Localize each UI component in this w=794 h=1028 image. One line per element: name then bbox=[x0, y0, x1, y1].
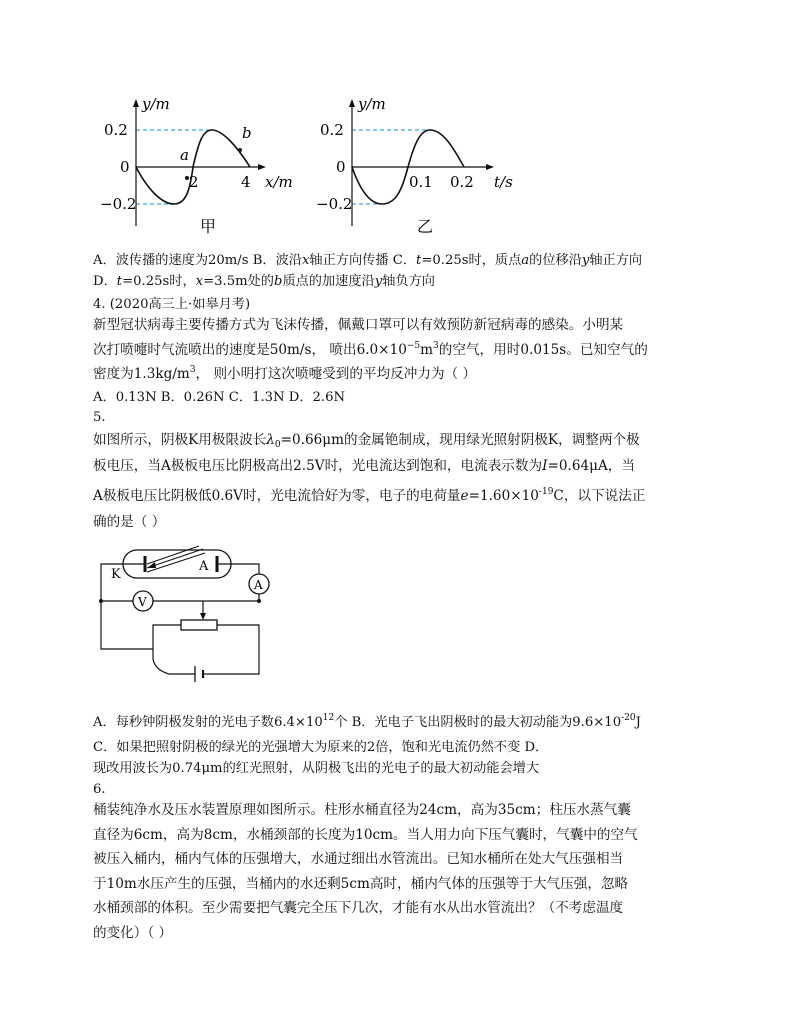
point-b-dot bbox=[238, 148, 242, 152]
graph-caption: 甲 bbox=[200, 217, 217, 236]
y-tick-bottom: −0.2 bbox=[100, 195, 137, 213]
x-axis-arrow bbox=[258, 164, 266, 170]
t-axis-arrow bbox=[486, 164, 494, 170]
light-ray-3 bbox=[147, 553, 205, 572]
q6-line: 水桶颈部的体积。至少需要把气囊完全压下几次，才能有水从出水管流出？（不考虑温度 bbox=[93, 900, 624, 917]
q4-options: A．0.13N B．0.26N C．1.3N D．2.6N bbox=[93, 390, 346, 405]
ammeter-label: A bbox=[254, 578, 263, 592]
x-tick-2: 2 bbox=[189, 173, 199, 191]
y-tick-top: 0.2 bbox=[104, 121, 128, 139]
rheostat-right-wire bbox=[207, 625, 259, 674]
q5-line4: 确的是（ ） bbox=[93, 514, 166, 530]
y-axis-arrow bbox=[133, 99, 139, 107]
q5-number: 5. bbox=[93, 410, 106, 425]
q3-options-line1: A．波传播的速度为20m/s B．波沿x轴正方向传播 C．t=0.25s时，质点a的位移沿y轴正方向 bbox=[93, 253, 643, 268]
q5-body bbox=[93, 427, 705, 535]
q5-options-line3: 现改用波长为0.74μm的红光照射，从阴极飞出的光电子的最大初动能会增大 bbox=[93, 761, 540, 776]
q6-line: 的变化）（ ） bbox=[93, 924, 173, 941]
t-tick-0-1: 0.1 bbox=[409, 173, 433, 191]
vibration-graph-yi bbox=[316, 90, 531, 240]
graph-caption: 乙 bbox=[417, 217, 434, 236]
junction-right bbox=[257, 599, 261, 603]
q6-line: 于10m水压产生的压强，当桶内的水还剩5cm高时，桶内气体的压强等于大气压强，忽略 bbox=[93, 875, 629, 892]
q5-line2: 板电压，当A极板电压比阴极高出2.5V时，光电流达到饱和，电流表示数为I=0.64μA，当 bbox=[93, 458, 635, 474]
q4-line2: 次打喷嚏时气流喷出的速度是50m/s， 喷出$6.0\times 10^{-5}m^3$的空气，用时0.015s。已知空气的 bbox=[93, 340, 648, 358]
point-b-label: b bbox=[242, 124, 252, 142]
q6-number: 6. bbox=[93, 782, 106, 797]
photoelectric-circuit bbox=[95, 544, 280, 684]
y-axis-label: y/m bbox=[358, 95, 386, 113]
slider-arrow bbox=[200, 613, 206, 620]
wire-right bbox=[217, 564, 259, 574]
x-axis-label: x/m bbox=[265, 173, 293, 191]
y-tick-top: 0.2 bbox=[320, 121, 344, 139]
y-tick-bottom: −0.2 bbox=[316, 195, 353, 213]
q4-line3: 密度为$1.3kg/m^3$， 则小明打这次喷嚏受到的平均反冲力为（ ） bbox=[93, 365, 477, 383]
t-axis-label: t/s bbox=[494, 173, 513, 191]
q5-options-line2: C．如果把照射阴极的绿光的光强增大为原来的2倍，饱和光电流仍然不变 D． bbox=[93, 740, 549, 755]
x-tick-4: 4 bbox=[241, 173, 251, 191]
light-ray-1 bbox=[147, 546, 199, 564]
y-axis-label: y/m bbox=[142, 95, 170, 113]
rheostat-left-wire bbox=[153, 625, 181, 649]
q5-options-line1: A．每秒钟阴极发射的光电子数$6.4\times 10^{12}$个 B．光电子飞出阴极时的最大初动能为$9.6\times 10^{-20}J$ bbox=[93, 713, 641, 730]
q6-line: 桶装纯净水及压水装置原理如图所示。柱形水桶直径为24cm，高为35cm；柱压水蒸气囊 bbox=[93, 802, 631, 818]
y-tick-zero: 0 bbox=[336, 158, 346, 176]
q6-line: 直径为6cm，高为8cm，水桶颈部的长度为10cm。当人用力向下压气囊时，气囊中的空气 bbox=[93, 826, 638, 843]
point-a-label: a bbox=[180, 146, 189, 164]
q4-line1: 新型冠状病毒主要传播方式为飞沫传播，佩戴口罩可以有效预防新冠病毒的感染。小明某 bbox=[93, 317, 624, 333]
q6-body bbox=[93, 798, 705, 946]
left-loop-wire bbox=[153, 649, 195, 674]
q5-line1: 如图所示，阴极K用极限波长$\lambda_0=0.66\mu m$的金属铯制成，现用绿光照射阴极K，调整两个极 bbox=[93, 432, 640, 450]
q3-options-line2: D．t=0.25s时，x=3.5m处的b质点的加速度沿y轴负方向 bbox=[93, 274, 435, 289]
y-axis-arrow bbox=[349, 99, 355, 107]
q4-number: 4. (2020高三上·如皋月考) bbox=[93, 297, 251, 312]
junction-left bbox=[99, 599, 103, 603]
t-tick-0-2: 0.2 bbox=[450, 173, 474, 191]
voltmeter-label: V bbox=[138, 595, 147, 609]
wave-graph-jia bbox=[100, 90, 305, 240]
cathode-label: K bbox=[111, 567, 121, 582]
y-tick-zero: 0 bbox=[120, 158, 130, 176]
q5-line3: A极板电压比阴极低0.6V时，光电流恰好为零，电子的电荷量$e=1.60\times 10^{-19}C$，以下说法正 bbox=[93, 487, 646, 504]
anode-label: A bbox=[199, 559, 209, 574]
rheostat bbox=[181, 620, 217, 630]
q6-line: 被压入桶内，桶内气体的压强增大，水通过细出水管流出。已知水桶所在处大气压强相当 bbox=[93, 851, 624, 868]
q4-body bbox=[93, 313, 705, 387]
